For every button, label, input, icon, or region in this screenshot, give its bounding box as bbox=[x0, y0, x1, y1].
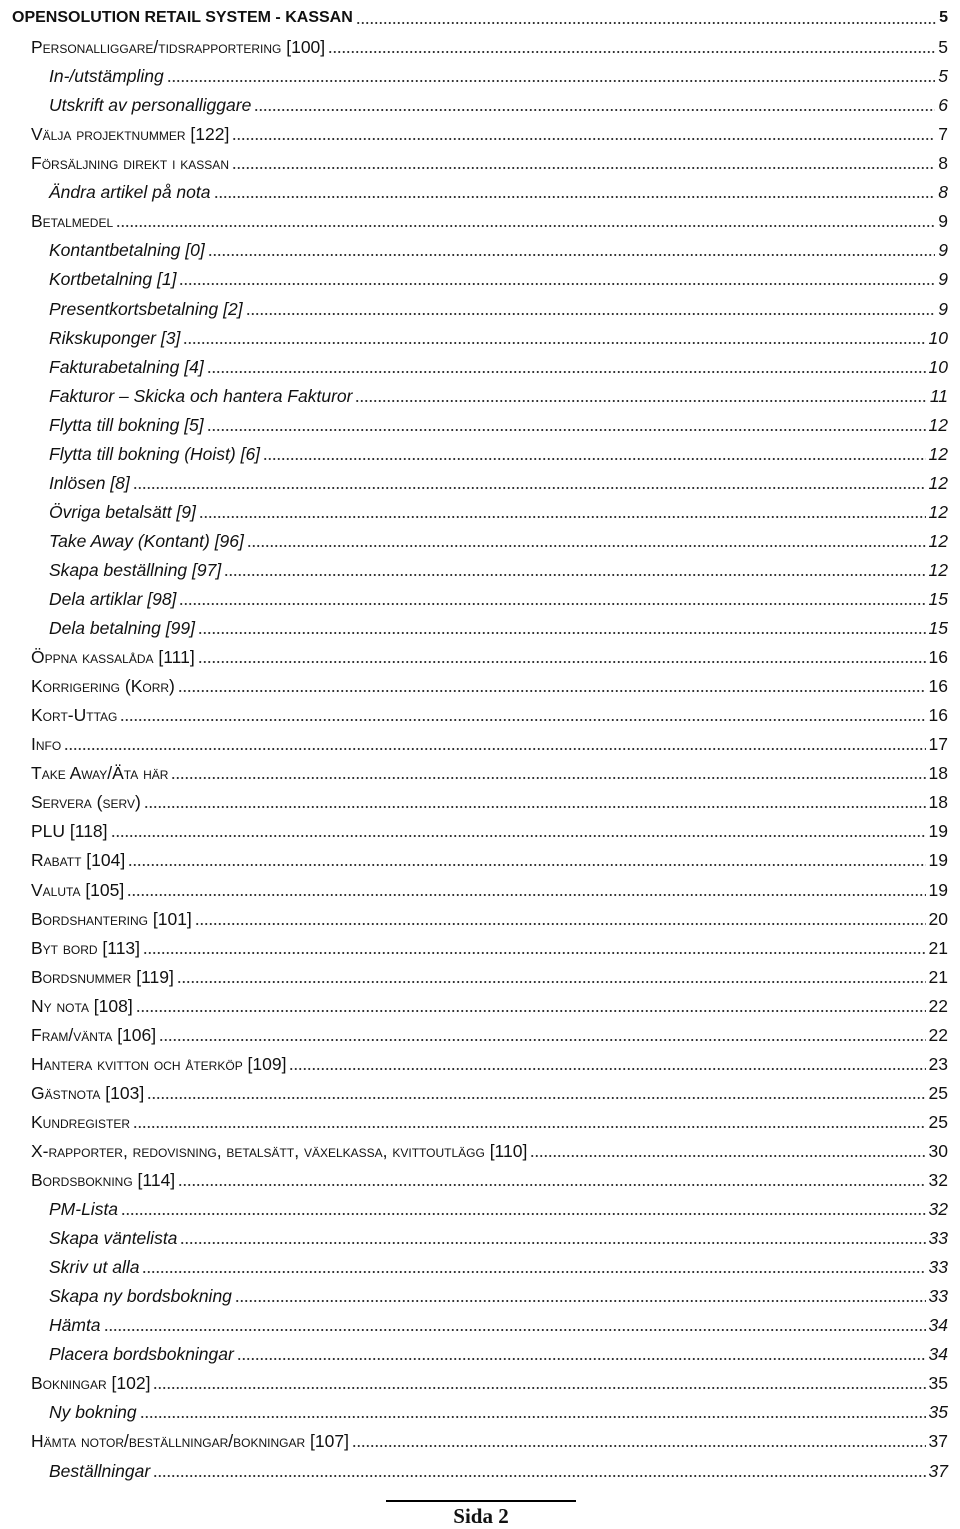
toc-entry-title: Valuta [105] bbox=[31, 879, 125, 900]
toc-entry[interactable] bbox=[0, 1394, 960, 1423]
dot-leader bbox=[167, 69, 935, 83]
dot-leader bbox=[179, 272, 935, 286]
dot-leader bbox=[121, 1202, 925, 1216]
toc-entry-title: Servera (serv) bbox=[31, 792, 141, 813]
dot-leader bbox=[140, 1405, 926, 1419]
toc-entry-page: 9 bbox=[938, 211, 948, 232]
toc-entry-title: Flytta till bokning (Hoist) [6] bbox=[49, 443, 261, 464]
toc-entry-page: 33 bbox=[928, 1286, 948, 1307]
footer-rule bbox=[386, 1500, 576, 1502]
toc-entry-title: Ny bokning bbox=[49, 1402, 137, 1423]
toc-entry-page: 22 bbox=[928, 1024, 948, 1045]
toc-entry-page: 34 bbox=[928, 1315, 948, 1336]
toc-entry-page: 5 bbox=[938, 66, 948, 87]
dot-leader bbox=[183, 331, 925, 345]
toc-entry-page: 12 bbox=[928, 414, 948, 435]
toc-entry[interactable] bbox=[0, 145, 960, 174]
toc-entry[interactable] bbox=[0, 523, 960, 552]
dot-leader bbox=[144, 795, 926, 809]
toc-entry-page: 37 bbox=[928, 1431, 948, 1452]
toc-entry[interactable] bbox=[0, 58, 960, 87]
toc-entry-page: 8 bbox=[938, 153, 948, 174]
toc-entry[interactable] bbox=[0, 1046, 960, 1075]
toc-entry-page: 5 bbox=[939, 9, 948, 26]
toc-entry-title: Skapa ny bordsbokning bbox=[49, 1286, 232, 1307]
toc-entry-title: Kontantbetalning [0] bbox=[49, 240, 205, 261]
toc-entry-title: Skapa beställning [97] bbox=[49, 559, 222, 580]
toc-entry-title: In-/utstämpling bbox=[49, 66, 164, 87]
toc-entry[interactable] bbox=[0, 755, 960, 784]
toc-entry[interactable] bbox=[0, 378, 960, 407]
toc-entry-page: 12 bbox=[928, 559, 948, 580]
toc-entry[interactable] bbox=[0, 1423, 960, 1452]
toc-entry-title: Rikskuponger [3] bbox=[49, 327, 181, 348]
dot-leader bbox=[235, 1289, 926, 1303]
toc-entry[interactable] bbox=[0, 1162, 960, 1191]
toc-entry[interactable] bbox=[0, 581, 960, 610]
toc-entry-page: 12 bbox=[928, 443, 948, 464]
toc-entry-title: Rabatt [104] bbox=[31, 850, 126, 871]
toc-entry-title: PLU [118] bbox=[31, 821, 108, 842]
toc-entry-page: 8 bbox=[938, 182, 948, 203]
toc-entry[interactable] bbox=[0, 1336, 960, 1365]
toc-entry[interactable] bbox=[0, 784, 960, 813]
dot-leader bbox=[289, 1057, 925, 1071]
toc-entry[interactable] bbox=[0, 1278, 960, 1307]
dot-leader bbox=[224, 563, 925, 577]
dot-leader bbox=[208, 243, 936, 257]
toc-entry-title: Bordsnummer [119] bbox=[31, 966, 174, 987]
dot-leader bbox=[352, 1434, 926, 1448]
toc-entry-page: 20 bbox=[928, 908, 948, 929]
toc-entry-title: Gästnota [103] bbox=[31, 1082, 145, 1103]
toc-entry[interactable] bbox=[0, 872, 960, 901]
dot-leader bbox=[111, 824, 926, 838]
toc-entry[interactable] bbox=[0, 697, 960, 726]
toc-entry[interactable] bbox=[0, 1017, 960, 1046]
toc-entry-title: Flytta till bokning [5] bbox=[49, 414, 204, 435]
dot-leader bbox=[178, 679, 926, 693]
toc-entry-page: 19 bbox=[928, 850, 948, 871]
dot-leader bbox=[199, 505, 926, 519]
toc-entry[interactable] bbox=[0, 436, 960, 465]
toc-entry[interactable] bbox=[0, 813, 960, 842]
dot-leader bbox=[133, 1115, 926, 1129]
toc-entry-page: 9 bbox=[938, 298, 948, 319]
dot-leader bbox=[195, 912, 926, 926]
toc-entry-title: Presentkortsbetalning [2] bbox=[49, 298, 243, 319]
dot-leader bbox=[246, 302, 936, 316]
toc-entry-page: 16 bbox=[928, 676, 948, 697]
toc-entry-page: 12 bbox=[928, 501, 948, 522]
toc-entry[interactable] bbox=[0, 930, 960, 959]
dot-leader bbox=[232, 127, 935, 141]
dot-leader bbox=[159, 1028, 925, 1042]
toc-entry-page: 32 bbox=[928, 1199, 948, 1220]
dot-leader bbox=[207, 360, 926, 374]
toc-entry[interactable] bbox=[0, 349, 960, 378]
dot-leader bbox=[127, 883, 925, 897]
dot-leader bbox=[254, 98, 935, 112]
dot-leader bbox=[232, 156, 935, 170]
toc-entry[interactable] bbox=[0, 726, 960, 755]
toc-entry-title: Hämta bbox=[49, 1315, 101, 1336]
toc-entry[interactable] bbox=[0, 0, 960, 29]
toc-entry[interactable] bbox=[0, 1191, 960, 1220]
toc-entry-page: 9 bbox=[938, 269, 948, 290]
toc-entry-page: 11 bbox=[929, 385, 948, 406]
dot-leader bbox=[356, 11, 936, 25]
toc-entry-page: 18 bbox=[928, 792, 948, 813]
toc-entry[interactable] bbox=[0, 232, 960, 261]
toc-entry-title: Byt bord [113] bbox=[31, 937, 141, 958]
dot-leader bbox=[180, 1231, 925, 1245]
toc-entry[interactable] bbox=[0, 668, 960, 697]
toc-entry-title: Skriv ut alla bbox=[49, 1257, 140, 1278]
dot-leader bbox=[247, 534, 926, 548]
toc-entry-page: 16 bbox=[928, 705, 948, 726]
toc-entry-page: 15 bbox=[928, 618, 948, 639]
toc-entry-title: Skapa väntelista bbox=[49, 1228, 178, 1249]
toc-entry-title: Fakturor – Skicka och hantera Fakturor bbox=[49, 385, 353, 406]
toc-entry-title: Take Away (Kontant) [96] bbox=[49, 530, 244, 551]
dot-leader bbox=[179, 592, 925, 606]
dot-leader bbox=[147, 1086, 925, 1100]
toc-entry-page: 23 bbox=[928, 1053, 948, 1074]
dot-leader bbox=[153, 1464, 925, 1478]
toc-entry-title: PM-Lista bbox=[49, 1199, 119, 1220]
toc-entry-title: Personalliggare/tidsrapportering [100] bbox=[31, 37, 326, 58]
toc-entry-title: Ändra artikel på nota bbox=[49, 182, 211, 203]
dot-leader bbox=[263, 447, 925, 461]
toc-entry-title: Inlösen [8] bbox=[49, 472, 130, 493]
toc-entry[interactable] bbox=[0, 116, 960, 145]
toc-entry-title: Beställningar bbox=[49, 1460, 151, 1481]
toc-entry-title: Öppna kassalåda [111] bbox=[31, 647, 195, 668]
toc-entry-title: Info bbox=[31, 734, 62, 755]
toc-entry-title: Kortbetalning [1] bbox=[49, 269, 177, 290]
toc-entry-page: 25 bbox=[928, 1082, 948, 1103]
toc-entry-title: Bordsbokning [114] bbox=[31, 1170, 176, 1190]
page-number-footer: Sida 2 bbox=[453, 1504, 509, 1528]
toc-entry[interactable] bbox=[0, 465, 960, 494]
toc-entry-title: Ny nota [108] bbox=[31, 995, 133, 1016]
toc-entry[interactable] bbox=[0, 407, 960, 436]
toc-entry[interactable] bbox=[0, 87, 960, 116]
dot-leader bbox=[142, 1260, 925, 1274]
toc-entry-page: 35 bbox=[928, 1373, 948, 1394]
toc-entry[interactable] bbox=[0, 494, 960, 523]
toc-entry-page: 21 bbox=[928, 966, 948, 987]
toc-entry-title: Fakturabetalning [4] bbox=[49, 356, 204, 377]
toc-entry[interactable] bbox=[0, 203, 960, 232]
toc-entry[interactable] bbox=[0, 639, 960, 668]
dot-leader bbox=[133, 476, 926, 490]
toc-entry[interactable] bbox=[0, 842, 960, 871]
toc-entry-title: Betalmedel bbox=[31, 211, 114, 232]
toc-entry-title: Fram/vänta [106] bbox=[31, 1024, 157, 1045]
dot-leader bbox=[198, 621, 926, 635]
dot-leader bbox=[355, 389, 926, 403]
dot-leader bbox=[136, 999, 926, 1013]
toc-entry[interactable] bbox=[0, 1133, 960, 1162]
dot-leader bbox=[128, 853, 925, 867]
dot-leader bbox=[328, 40, 935, 54]
toc-entry-page: 7 bbox=[938, 124, 948, 145]
toc-entry-page: 19 bbox=[928, 879, 948, 900]
toc-entry-page: 9 bbox=[938, 240, 948, 261]
dot-leader bbox=[116, 214, 935, 228]
dot-leader bbox=[177, 970, 926, 984]
dot-leader bbox=[207, 418, 926, 432]
toc-entry[interactable] bbox=[0, 552, 960, 581]
toc-entry-page: 10 bbox=[928, 356, 948, 377]
toc-entry[interactable] bbox=[0, 320, 960, 349]
toc-entry-page: 18 bbox=[928, 763, 948, 784]
toc-entry-title: Hantera kvitton och återköp [109] bbox=[31, 1053, 287, 1074]
toc-entry-title: Övriga betalsätt [9] bbox=[49, 501, 196, 522]
toc-entry-title: Take Away/Äta här bbox=[31, 763, 169, 784]
toc-entry[interactable] bbox=[0, 901, 960, 930]
toc-entry-page: 37 bbox=[928, 1460, 948, 1481]
toc-entry-title: Bokningar [102] bbox=[31, 1373, 151, 1394]
toc-entry[interactable] bbox=[0, 174, 960, 203]
toc-entry-page: 34 bbox=[928, 1344, 948, 1365]
toc-entry-page: 33 bbox=[928, 1257, 948, 1278]
toc-entry-page: 17 bbox=[928, 734, 948, 755]
toc-entry[interactable] bbox=[0, 261, 960, 290]
dot-leader bbox=[178, 1173, 925, 1187]
toc-entry[interactable] bbox=[0, 1307, 960, 1336]
toc-entry-title: Kundregister bbox=[31, 1111, 131, 1132]
toc-entry[interactable] bbox=[0, 1220, 960, 1249]
toc-entry[interactable] bbox=[0, 291, 960, 320]
toc-entry-title: Placera bordsbokningar bbox=[49, 1344, 234, 1365]
dot-leader bbox=[198, 650, 926, 664]
toc-entry-title: Dela artiklar [98] bbox=[49, 589, 177, 609]
toc-entry-page: 12 bbox=[928, 472, 948, 493]
toc-entry[interactable] bbox=[0, 988, 960, 1017]
toc-entry-title: Korrigering (Korr) bbox=[31, 676, 175, 697]
toc-entry-page: 30 bbox=[928, 1140, 948, 1161]
toc-entry-title: Dela betalning [99] bbox=[49, 618, 195, 639]
toc-entry-page: 35 bbox=[928, 1402, 948, 1423]
toc-entry-title: Välja projektnummer [122] bbox=[31, 124, 230, 145]
toc-entry-title: X-rapporter, redovisning, betalsätt, växelkassa, kvittoutlägg [110] bbox=[31, 1140, 528, 1161]
dot-leader bbox=[143, 941, 926, 955]
toc-entry-page: 33 bbox=[928, 1228, 948, 1249]
toc-entry-title: Försäljning direkt i kassan bbox=[31, 153, 229, 174]
toc-entry-page: 21 bbox=[928, 937, 948, 958]
toc-entry[interactable] bbox=[0, 959, 960, 988]
dot-leader bbox=[171, 766, 925, 780]
toc-entry-page: 32 bbox=[928, 1170, 948, 1190]
dot-leader bbox=[237, 1347, 926, 1361]
toc-entry-page: 16 bbox=[928, 647, 948, 668]
dot-leader bbox=[530, 1144, 925, 1158]
toc-entry-page: 19 bbox=[928, 821, 948, 842]
toc-entry[interactable] bbox=[0, 1249, 960, 1278]
toc-entry-page: 22 bbox=[928, 995, 948, 1016]
toc-entry[interactable] bbox=[0, 1365, 960, 1394]
toc-entry-title: Hämta notor/beställningar/bokningar [107] bbox=[31, 1431, 349, 1452]
toc-entry[interactable] bbox=[0, 1453, 960, 1482]
toc-entry-title: Utskrift av personalliggare bbox=[49, 95, 252, 116]
toc-entry-page: 6 bbox=[938, 95, 948, 116]
toc-entry-page: 5 bbox=[938, 37, 948, 58]
toc-entry[interactable] bbox=[0, 1104, 960, 1133]
toc-entry-title: Kort-Uttag bbox=[31, 705, 118, 726]
toc-entry-page: 12 bbox=[928, 530, 948, 551]
toc-entry-page: 25 bbox=[928, 1111, 948, 1132]
toc-entry-title: Bordshantering [101] bbox=[31, 908, 192, 929]
dot-leader bbox=[64, 737, 925, 751]
toc-entry-title: OPENSOLUTION RETAIL SYSTEM - KASSAN bbox=[12, 9, 353, 26]
dot-leader bbox=[104, 1318, 926, 1332]
toc-entry[interactable] bbox=[0, 1075, 960, 1104]
dot-leader bbox=[120, 708, 925, 722]
toc-entry[interactable] bbox=[0, 610, 960, 639]
dot-leader bbox=[153, 1376, 925, 1390]
toc-entry-page: 10 bbox=[928, 327, 948, 348]
toc-entry[interactable] bbox=[0, 29, 960, 58]
toc-entry-page: 15 bbox=[928, 589, 948, 609]
dot-leader bbox=[214, 185, 936, 199]
